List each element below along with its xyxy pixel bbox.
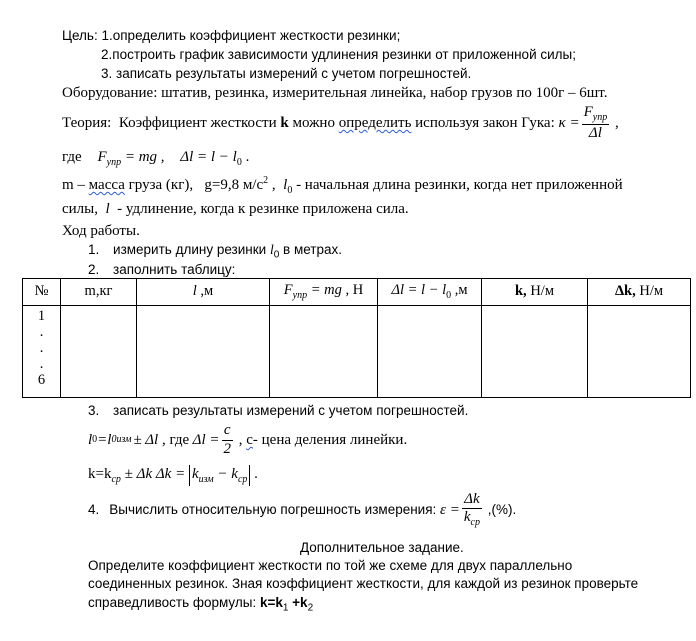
mass-cell[interactable] <box>61 306 137 398</box>
mass-sup: 2 <box>263 175 269 186</box>
extra-formula-plus: +k <box>288 595 308 610</box>
c-text: - цена деления линейки. <box>252 432 408 448</box>
table-header-row <box>23 279 691 306</box>
extra-formula-sub2: 2 <box>307 602 314 614</box>
theory-comma: , <box>611 115 619 131</box>
mass-l0-sub: 0 <box>287 185 293 196</box>
f-eq-rhs: = mg , <box>121 149 165 165</box>
mass-line <box>62 175 623 197</box>
header-force <box>270 279 378 306</box>
hooke-den: Δl <box>588 124 602 141</box>
l0-dl: Δl = <box>189 432 220 448</box>
procedure-step-1 <box>88 242 342 262</box>
forces-l: l <box>105 201 110 217</box>
header-number-text: № <box>34 283 49 300</box>
step-1-text: измерить длину резинки <box>113 242 270 257</box>
dl-eq: Δl = l − l <box>180 149 237 165</box>
hooke-num-sub: упр <box>592 112 608 124</box>
header-k <box>482 279 588 306</box>
theory-text-a: можно <box>288 115 339 131</box>
step-1-sub: 0 <box>273 249 280 261</box>
forces-text-2: - удлинение, когда к резинке приложена сила. <box>109 201 409 217</box>
header-elongation-var: Δl = l − l <box>391 282 447 299</box>
extra-formula-sub1: 1 <box>282 602 289 614</box>
procedure-title <box>62 222 140 240</box>
k-cell[interactable] <box>482 306 588 398</box>
goal-line-3 <box>101 66 471 82</box>
goal-label: Цель: <box>62 28 98 43</box>
k-line-a: k=k <box>88 466 112 482</box>
c-den: 2 <box>223 440 231 457</box>
header-force-sub: упр <box>292 289 308 301</box>
procedure-step-3 <box>88 403 468 419</box>
header-dk-unit: Н/м <box>635 283 664 300</box>
l0-sub: 0 <box>92 434 98 445</box>
dl-eq-sub: 0 <box>236 157 242 168</box>
row-number: . <box>39 340 44 356</box>
extra-title <box>300 540 464 556</box>
c-comma: , <box>234 432 247 448</box>
step-2-text: заполнить таблицу: <box>113 262 236 277</box>
goal-item-2: 2.построить график зависимости удлинения резинки от приложенной силы; <box>101 47 576 62</box>
header-dk <box>588 279 691 306</box>
mass-l0: l <box>283 177 288 193</box>
table-row <box>23 306 691 398</box>
goal-line-2 <box>101 47 576 63</box>
step-3-num: 3. <box>88 403 100 418</box>
k-abs-sub1: изм <box>198 474 214 485</box>
extra-text-1: Определите коэффициент жесткости по той же схеме для двух параллельно <box>88 558 573 573</box>
header-elongation <box>378 279 482 306</box>
goal-line-1 <box>62 28 400 44</box>
extra-line-2 <box>88 576 638 592</box>
measurement-table <box>22 278 691 398</box>
step-2-num: 2. <box>88 262 100 277</box>
extra-line-1 <box>88 558 572 574</box>
step-4-end: ,(%). <box>483 501 517 517</box>
l0-pm: ± Δl , <box>133 432 166 448</box>
forces-text-1: силы, <box>62 201 106 217</box>
header-k-var: k, <box>514 283 527 300</box>
hooke-fraction <box>582 104 610 142</box>
dk-cell[interactable] <box>588 306 691 398</box>
k-abs-sub2: ср <box>237 474 248 485</box>
procedure-title-text: Ход работы. <box>62 223 140 239</box>
theory-text-c: используя закон Гука: <box>411 115 559 131</box>
l0-gde: где <box>165 432 190 448</box>
header-mass-text: m,кг <box>84 283 113 300</box>
c-word: с <box>246 432 253 448</box>
header-mass <box>61 279 137 306</box>
c-num: c <box>222 422 233 440</box>
goal-item-3: 3. записать результаты измерений с учетом погрешностей. <box>101 66 472 81</box>
k-line-b: ± Δk <box>120 466 153 482</box>
k-line-c: Δk = <box>152 466 186 482</box>
step-4-num: 4. <box>88 501 100 517</box>
header-elongation-sub: 0 <box>446 289 452 301</box>
goal-item-1: 1.определить коэффициент жесткости резинки; <box>101 28 401 43</box>
header-elongation-unit: ,м <box>451 282 468 299</box>
eps-fraction <box>462 491 482 529</box>
theory-prefix: Теория: Коэффициент жесткости <box>62 115 281 131</box>
step-1-num: 1. <box>88 242 100 257</box>
eps-num: Δk <box>462 491 481 509</box>
header-dk-var: Δk, <box>614 283 636 300</box>
theory-k: k <box>280 115 289 131</box>
row-number: 6 <box>37 372 46 388</box>
extra-text-2: соединенных резинок. Зная коэффициент жесткости, для каждой из резинок проверьте <box>88 576 639 591</box>
eps-den: k <box>463 509 471 526</box>
f-eq-lhs: F <box>97 149 107 165</box>
k-abs-minus: − k <box>213 466 238 482</box>
f-eq-sub: упр <box>106 157 122 168</box>
eps-den-sub: ср <box>470 517 480 529</box>
elongation-cell[interactable] <box>378 306 482 398</box>
header-force-rest: = mg <box>307 282 342 299</box>
row-number: 1 <box>37 308 46 324</box>
k-line-end: . <box>250 466 258 482</box>
header-number <box>23 279 61 306</box>
header-length-var: l <box>192 283 197 300</box>
row-number: . <box>39 356 44 372</box>
step-1-end: в метрах. <box>279 242 342 257</box>
l0izm-sub: 0изм <box>111 434 132 445</box>
header-length-unit: ,м <box>196 283 214 300</box>
k-abs <box>189 465 250 486</box>
mass-word: масса <box>88 177 125 193</box>
extra-title-text: Дополнительное задание. <box>300 540 464 555</box>
hooke-num: F <box>583 104 593 121</box>
theory-text-b: определить <box>338 115 412 131</box>
equipment-text: Оборудование: штатив, резинка, измерительная линейка, набор грузов по 100г – 6шт. <box>62 85 608 101</box>
l0-eq: =l <box>97 432 112 448</box>
header-force-unit: , Н <box>341 282 364 299</box>
c-fraction <box>221 422 233 458</box>
k-formula-line <box>88 465 258 486</box>
theory-line <box>62 104 619 142</box>
header-k-unit: Н/м <box>526 283 554 300</box>
step-1-l: l <box>269 242 274 257</box>
force-cell[interactable] <box>270 306 378 398</box>
header-length <box>137 279 270 306</box>
mass-comma: , <box>268 177 284 193</box>
extra-text-3: справедливость формулы: <box>88 595 260 610</box>
header-force-var: F <box>283 282 293 299</box>
step-3-text: записать результаты измерений с учетом погрешностей. <box>113 403 469 418</box>
k-abs-a: k <box>191 466 199 482</box>
eps-symbol: ε = <box>440 502 460 518</box>
mass-m: m – <box>62 177 89 193</box>
row-number-cell <box>23 306 61 398</box>
extra-line-3 <box>88 595 313 615</box>
dl-eq-dot: . <box>241 149 250 165</box>
l0-var: l <box>88 432 93 448</box>
forces-line <box>62 200 409 218</box>
extra-formula-k: k=k <box>259 595 283 610</box>
row-number: . <box>39 324 44 340</box>
procedure-step-4 <box>88 490 516 530</box>
where-word: где <box>62 149 82 165</box>
where-line <box>62 148 249 169</box>
procedure-step-2 <box>88 262 235 278</box>
mass-after: - начальная длина резинки, когда нет приложенной <box>292 177 623 193</box>
step-4-text: Вычислить относительную погрешность измерения: <box>109 501 441 517</box>
l0-formula-line <box>88 422 407 458</box>
theory-kappa: κ = <box>558 115 580 131</box>
equipment-line <box>62 84 607 102</box>
length-cell[interactable] <box>137 306 270 398</box>
k-sub-sr: ср <box>111 474 121 485</box>
mass-rest: груза (кг), g=9,8 м/с <box>124 177 264 193</box>
